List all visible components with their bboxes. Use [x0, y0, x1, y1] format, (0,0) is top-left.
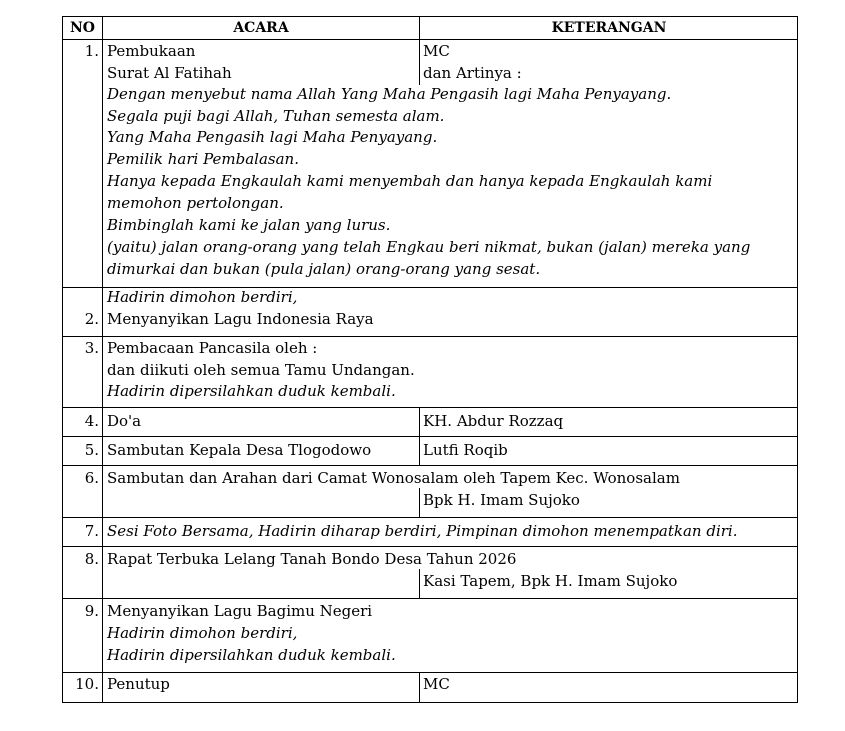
keterangan-text: Lutfi Roqib: [423, 441, 508, 459]
row-number: 2.: [84, 310, 99, 328]
acara-text: Sesi Foto Bersama, Hadirin diharap berdiri, Pimpinan dimohon menempatkan diri.: [107, 522, 738, 540]
acara-text: Rapat Terbuka Lelang Tanah Bondo Desa Tahun 2026: [107, 550, 517, 568]
verse-line: (yaitu) jalan orang-orang yang telah Engkau beri nikmat, bukan (jalan) mereka yang: [107, 238, 751, 256]
surah-note: dan Artinya :: [423, 64, 522, 82]
row-number: 4.: [84, 412, 99, 430]
table-row: [63, 518, 797, 547]
keterangan-text: MC: [423, 42, 450, 60]
table-row: [63, 547, 797, 599]
table-row: [63, 673, 797, 702]
keterangan-text: Kasi Tapem, Bpk H. Imam Sujoko: [423, 572, 678, 590]
table-row: [63, 40, 797, 288]
surah-title: Surat Al Fatihah: [107, 64, 232, 82]
table-row: [63, 288, 797, 337]
verse-line: dimurkai dan bukan (pula jalan) orang-orang yang sesat.: [107, 260, 541, 278]
verse-line: Bimbinglah kami ke jalan yang lurus.: [107, 216, 391, 234]
acara-text: Pembacaan Pancasila oleh :: [107, 339, 318, 357]
acara-note: Hadirin dimohon berdiri,: [107, 624, 298, 642]
row-number: 7.: [84, 522, 99, 540]
acara-text: Sambutan dan Arahan dari Camat Wonosalam oleh Tapem Kec. Wonosalam: [107, 469, 680, 487]
acara-text: Penutup: [107, 675, 170, 693]
verse-line: Yang Maha Pengasih lagi Maha Penyayang.: [107, 128, 438, 146]
acara-text: Pembukaan: [107, 42, 196, 60]
table-row: [63, 599, 797, 673]
header-keterangan: KETERANGAN: [551, 20, 667, 36]
acara-text: Do'a: [107, 412, 142, 430]
acara-text: Menyanyikan Lagu Indonesia Raya: [107, 310, 374, 328]
table-row: [63, 408, 797, 437]
table-row: [63, 437, 797, 466]
row-note: Hadirin dimohon berdiri,: [107, 288, 298, 306]
verse-line: Hanya kepada Engkaulah kami menyembah dan hanya kepada Engkaulah kami: [107, 172, 713, 190]
row-number: 8.: [84, 550, 99, 568]
acara-note: Hadirin dipersilahkan duduk kembali.: [107, 646, 396, 664]
acara-text: Menyanyikan Lagu Bagimu Negeri: [107, 602, 373, 620]
header-acara: ACARA: [233, 20, 289, 36]
row-number: 1.: [84, 42, 99, 60]
table-row: [63, 337, 797, 408]
verse-line: Pemilik hari Pembalasan.: [107, 150, 299, 168]
acara-note: Hadirin dipersilahkan duduk kembali.: [107, 382, 396, 400]
keterangan-text: KH. Abdur Rozzaq: [423, 412, 564, 430]
row-number: 3.: [84, 339, 99, 357]
acara-text: Sambutan Kepala Desa Tlogodowo: [107, 441, 372, 459]
table-header-row: [63, 17, 797, 40]
agenda-table: [62, 16, 798, 703]
row-number: 9.: [84, 602, 99, 620]
verse-line: Dengan menyebut nama Allah Yang Maha Pengasih lagi Maha Penyayang.: [107, 85, 672, 103]
keterangan-text: Bpk H. Imam Sujoko: [423, 491, 580, 509]
verse-line: memohon pertolongan.: [107, 194, 284, 212]
row-number: 5.: [84, 441, 99, 459]
row-number: 6.: [84, 469, 99, 487]
header-no: NO: [70, 20, 95, 36]
table-row: [63, 466, 797, 518]
acara-line: dan diikuti oleh semua Tamu Undangan.: [107, 361, 415, 379]
row-number: 10.: [75, 675, 99, 693]
keterangan-text: MC: [423, 675, 450, 693]
verse-line: Segala puji bagi Allah, Tuhan semesta alam.: [107, 107, 445, 125]
